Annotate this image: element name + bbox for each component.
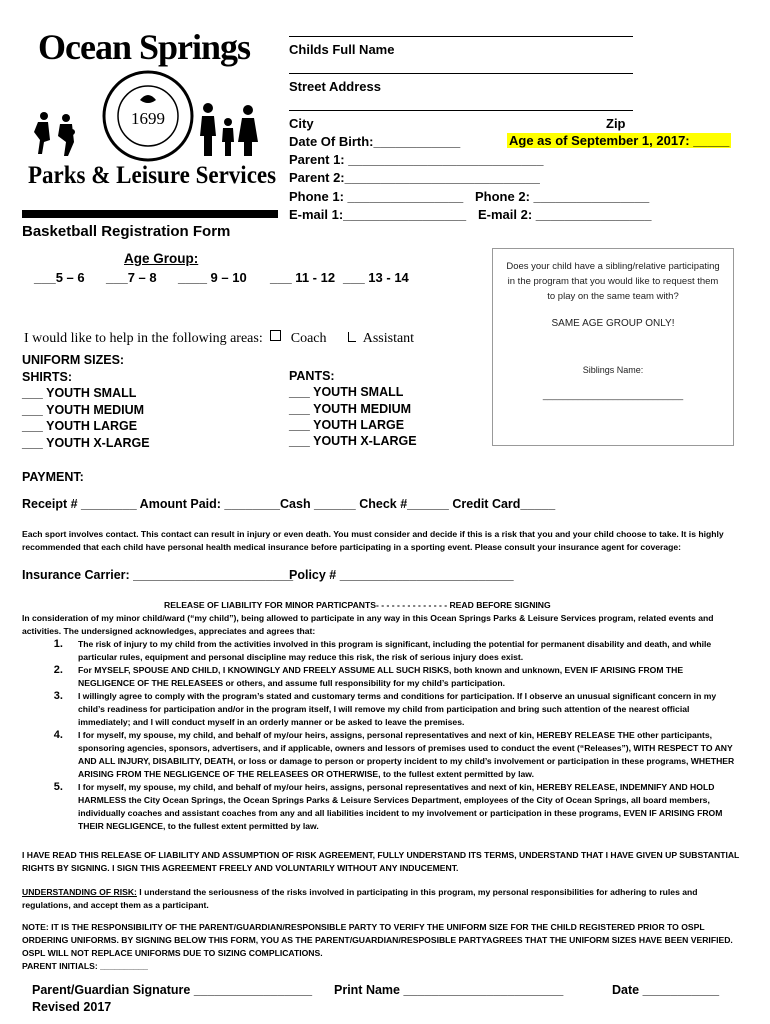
sibling-question: Does your child have a sibling/relative participating in the program that you would like to request them to play on the same team with? — [506, 261, 720, 302]
uniform-title: UNIFORM SIZES: — [22, 353, 125, 367]
family-icon — [200, 103, 258, 156]
email1-field[interactable]: E-mail 1:_________________ — [289, 207, 467, 222]
release-item: 5. I for myself, my spouse, my child, and behalf of my/our heirs, assigns, personal representatives and next of kin, HEREBY RELEASE, INDEMNIFY AND HOLD HARMLESS the City Ocean Springs, the Ocean Springs Parks & Leisure Services Department, employees of the City of Ocean Springs, all board members, individually coaches and assistant coaches from any and all liabilities incident to my involvement or participation in these programs, EVEN IF ARISING FROM THEIR NEGLIGENCE, to the fullest extent permitted by law. — [66, 781, 738, 833]
pant-size-xlarge[interactable]: ___ YOUTH X-LARGE — [289, 434, 417, 448]
release-item: 2. For MYSELF, SPOUSE AND CHILD, I KNOWINGLY AND FREELY ASSUME ALL SUCH RISKS, both known and unknown, EVEN IF ARISING FROM THE NEGLIGENCE OF THE RELEASEES or others, and assume full responsibility for my child’s participation. — [66, 664, 738, 690]
payment-line[interactable]: Receipt # ________ Amount Paid: ________Cash ______ Check #______ Credit Card_____ — [22, 497, 556, 511]
same-age-note: SAME AGE GROUP ONLY! — [551, 318, 675, 329]
date-field[interactable]: Date ___________ — [612, 983, 720, 997]
help-text: I would like to help in the following areas: — [24, 331, 263, 346]
email2-field[interactable]: E-mail 2: ________________ — [478, 207, 652, 222]
parent-signature-field[interactable]: Parent/Guardian Signature _________________ — [32, 983, 313, 997]
payment-title: PAYMENT: — [22, 470, 84, 484]
basketball-players-icon — [34, 112, 75, 156]
contact-notice: Each sport involves contact. This contact can result in injury or even death. You must consider and decide if this is a risk that you and your child choose to take. It is highly recommended that each child have personal health medical insurance before participating in a sporting event. Please consult your insurance agent for coverage: — [22, 529, 724, 552]
age-as-of-field[interactable]: Age as of September 1, 2017: _____ — [509, 133, 730, 148]
sibling-request-box — [492, 248, 734, 446]
age-option-5-6[interactable]: ___5 – 6 — [34, 270, 85, 285]
child-name-label: Childs Full Name — [289, 42, 395, 57]
coach-checkbox[interactable] — [270, 330, 281, 341]
assistant-checkbox[interactable] — [348, 332, 356, 342]
parent-initials-field[interactable]: PARENT INITIALS: __________ — [22, 961, 148, 971]
uniform-note: NOTE: IT IS THE RESPONSIBILITY OF THE PARENT/GUARDIAN/RESPONSIBLE PARTY TO VERIFY THE UNIFORM SIZE FOR THE CHILD REGISTERED PRIOR TO OSPL ORDERING UNIFORMS. BY SIGNING BELOW THIS FORM, YOU AS THE PARENT/GUARDIAN/RESPOSIBLE PARTYAGREES THAT THE UNIFORM SIZES HAVE BEEN VERIFIED. OSPL WILL NOT REPLACE UNIFORMS DUE TO SIZING COMPLICATIONS. — [22, 922, 733, 958]
pant-size-small[interactable]: ___ YOUTH SMALL — [289, 385, 404, 399]
help-row — [24, 330, 414, 347]
release-item: 3. I willingly agree to comply with the program’s stated and customary terms and conditions for participation. If I observe an unusual significant concern in my child’s readiness for participation and/or in the program itself, I will remove my child from participation and bring such attention of the nearest official immediately; and I will conduct myself in an orderly manner or be asked to leave the premises. — [66, 690, 738, 729]
understanding-text: I understand the seriousness of the risks involved in participating in this program, my personal responsibilities for adhering to rules and regulations, and accept them as a participant. — [22, 887, 698, 910]
release-list — [22, 638, 738, 833]
logo-title: Ocean Springs — [38, 27, 251, 67]
age-option-13-14[interactable]: ___ 13 - 14 — [343, 270, 409, 285]
street-label: Street Address — [289, 79, 381, 94]
city-label: City — [289, 116, 314, 131]
age-option-11-12[interactable]: ___ 11 - 12 — [270, 270, 336, 285]
age-group-title: Age Group: — [124, 251, 199, 266]
shirt-size-medium[interactable]: ___ YOUTH MEDIUM — [22, 403, 145, 417]
shirt-size-large[interactable]: ___ YOUTH LARGE — [22, 419, 138, 433]
release-item: 1. The risk of injury to my child from the activities involved in this program is significant, including the potential for permanent disability and death, and while particular rules, equipment and personal discipline may reduce this risk, the risk of serious injury does exist. — [66, 638, 738, 664]
svg-text:1699: 1699 — [131, 109, 165, 128]
logo-seal-graphic — [22, 70, 278, 162]
pant-size-medium[interactable]: ___ YOUTH MEDIUM — [289, 402, 412, 416]
understanding-label: UNDERSTANDING OF RISK: — [22, 887, 137, 897]
parent2-field[interactable]: Parent 2:___________________________ — [289, 170, 540, 185]
release-item: 4. I for myself, my spouse, my child, and behalf of my/our heirs, assigns, personal representatives and next of kin, HEREBY RELEASE THE other participants, sponsoring agencies, sponsors, advertisers, and if applicable, owners and lessors of premises used to conduct the event (“Releases”), WITH RESPECT TO ANY AND ALL INJURY, DISABILITY, DEATH, or loss or damage to person or property incident to my child’s involvement or participation in these programs, WHETHER ARISING FROM THE NEGLIGENCE OF THE RELEASEES OR OTHERWISE, to the fullest extent permitted by law. — [66, 729, 738, 781]
logo-subtitle: Parks & Leisure Services — [28, 162, 277, 189]
phone2-field[interactable]: Phone 2: ________________ — [475, 189, 650, 204]
insurance-carrier-field[interactable]: Insurance Carrier: _______________________ — [22, 568, 294, 582]
dob-field[interactable]: Date Of Birth:____________ — [289, 134, 461, 149]
assistant-label: Assistant — [362, 331, 415, 346]
pants-title: PANTS: — [289, 369, 335, 383]
age-option-7-8[interactable]: ___7 – 8 — [106, 270, 157, 285]
shirts-title: SHIRTS: — [22, 370, 72, 384]
form-title: Basketball Registration Form — [22, 223, 231, 240]
siblings-name-label: Siblings Name: — [582, 365, 644, 375]
siblings-name-line[interactable]: ____________________________ — [542, 390, 684, 400]
release-agreement: I HAVE READ THIS RELEASE OF LIABILITY AND ASSUMPTION OF RISK AGREEMENT, FULLY UNDERSTAND ITS TERMS, UNDERSTAND THAT I HAVE GIVEN UP SUBSTANTIAL RIGHTS BY SIGNING. I SIGN THIS AGREEMENT FREELY AND VOLUNTARILY WITHOUT ANY INDUCEMENT. — [22, 850, 740, 873]
understanding-of-risk — [22, 886, 732, 912]
logo-underline — [22, 210, 278, 218]
child-name-line[interactable] — [289, 36, 633, 37]
revised-label: Revised 2017 — [32, 1000, 112, 1014]
zip-label: Zip — [606, 116, 626, 131]
shirt-size-xlarge[interactable]: ___ YOUTH X-LARGE — [22, 436, 150, 450]
age-option-9-10[interactable]: ____ 9 – 10 — [178, 270, 247, 285]
street-line[interactable] — [289, 73, 633, 74]
pant-size-large[interactable]: ___ YOUTH LARGE — [289, 418, 405, 432]
release-intro: In consideration of my minor child/ward (“my child”), being allowed to participate in any way in this Ocean Springs Parks & Leisure Services program, related events and activities. The undersigned acknowledges, appreciates and agrees that: — [22, 613, 714, 636]
policy-number-field[interactable]: Policy # _________________________ — [289, 568, 514, 582]
print-name-field[interactable]: Print Name _______________________ — [334, 983, 564, 997]
city-line[interactable] — [289, 110, 633, 111]
shirt-size-small[interactable]: ___ YOUTH SMALL — [22, 386, 137, 400]
coach-label: Coach — [290, 331, 327, 346]
release-title: RELEASE OF LIABILITY FOR MINOR PARTICPANTS- - - - - - - - - - - - - - READ BEFORE SIGNING — [164, 600, 551, 610]
ocean-springs-logo — [22, 20, 278, 220]
phone1-field[interactable]: Phone 1: ________________ — [289, 189, 464, 204]
parent1-field[interactable]: Parent 1: ___________________________ — [289, 152, 544, 167]
